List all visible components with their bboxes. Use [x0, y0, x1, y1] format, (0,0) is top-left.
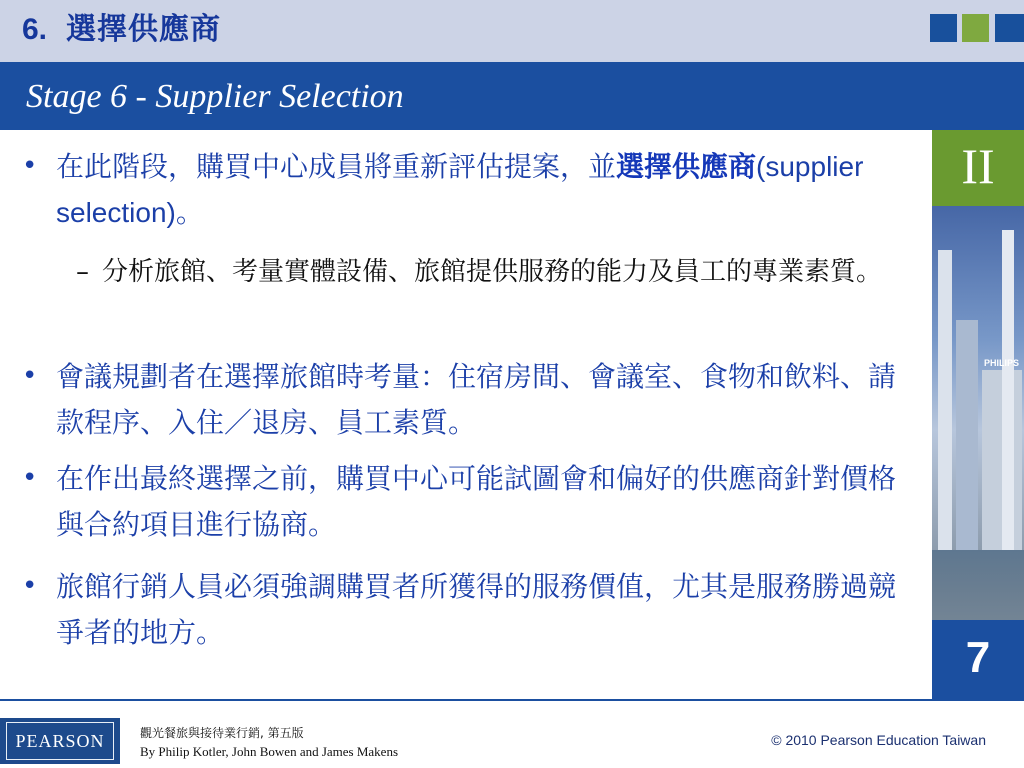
- bullet-english-term: (supplier selection): [56, 151, 864, 228]
- copyright-notice: © 2010 Pearson Education Taiwan: [771, 732, 986, 748]
- decor-square-blue: [930, 14, 957, 42]
- bullet-text: 旅館行銷人員必須強調購買者所獲得的服務價值，尤其是服務勝過競爭者的地方。: [56, 570, 897, 649]
- book-authors: By Philip Kotler, John Bowen and James Makens: [140, 744, 399, 759]
- skyscraper: [1002, 230, 1014, 550]
- bullet-text: 在作出最終選擇之前，購買中心可能試圖會和偏好的供應商針對價格與合約項目進行協商。: [56, 462, 897, 541]
- skyscraper: [938, 250, 952, 550]
- page-number: 7: [965, 633, 991, 682]
- bullet-text: 會議規劃者在選擇旅館時考量：住宿房間、會議室、食物和飲料、請款程序、入住／退房、員工素質。: [56, 360, 897, 439]
- bullet-marker: •: [22, 151, 38, 181]
- decor-square-green: [962, 14, 989, 42]
- skyscraper: [956, 320, 978, 550]
- bullet-marker: •: [22, 571, 38, 601]
- bullet-text-part: 在此階段，購買中心成員將重新評估提案，並: [56, 150, 617, 183]
- bullet-text: [56, 144, 912, 236]
- bullet-text-part: 。: [175, 196, 204, 229]
- part-label-box: [932, 130, 1024, 206]
- page-number-box: [932, 620, 1024, 700]
- bullet-marker: •: [22, 361, 38, 391]
- part-label: II: [961, 138, 995, 194]
- sub-bullet-marker: –: [76, 257, 89, 287]
- decor-square-blue-2: [995, 14, 1024, 42]
- photo-sign: PHILIPS: [984, 358, 1020, 368]
- book-title: 觀光餐旅與接待業行銷, 第五版: [140, 726, 304, 740]
- sub-bullet-text: 分析旅館、考量實體設備、旅館提供服務的能力及員工的專業素質。: [102, 257, 883, 287]
- footer-divider: [0, 699, 1024, 701]
- pearson-logo-text: PEARSON: [6, 722, 114, 760]
- slide-title: 選擇供應商: [66, 12, 221, 47]
- bullet-emphasis: 選擇供應商: [616, 150, 757, 183]
- bullet-marker: •: [22, 463, 38, 493]
- city-photo: [932, 130, 1024, 700]
- pearson-logo: [0, 718, 120, 764]
- slide-subtitle: Stage 6 - Supplier Selection: [26, 78, 404, 115]
- slide-number-prefix: 6.: [22, 13, 48, 46]
